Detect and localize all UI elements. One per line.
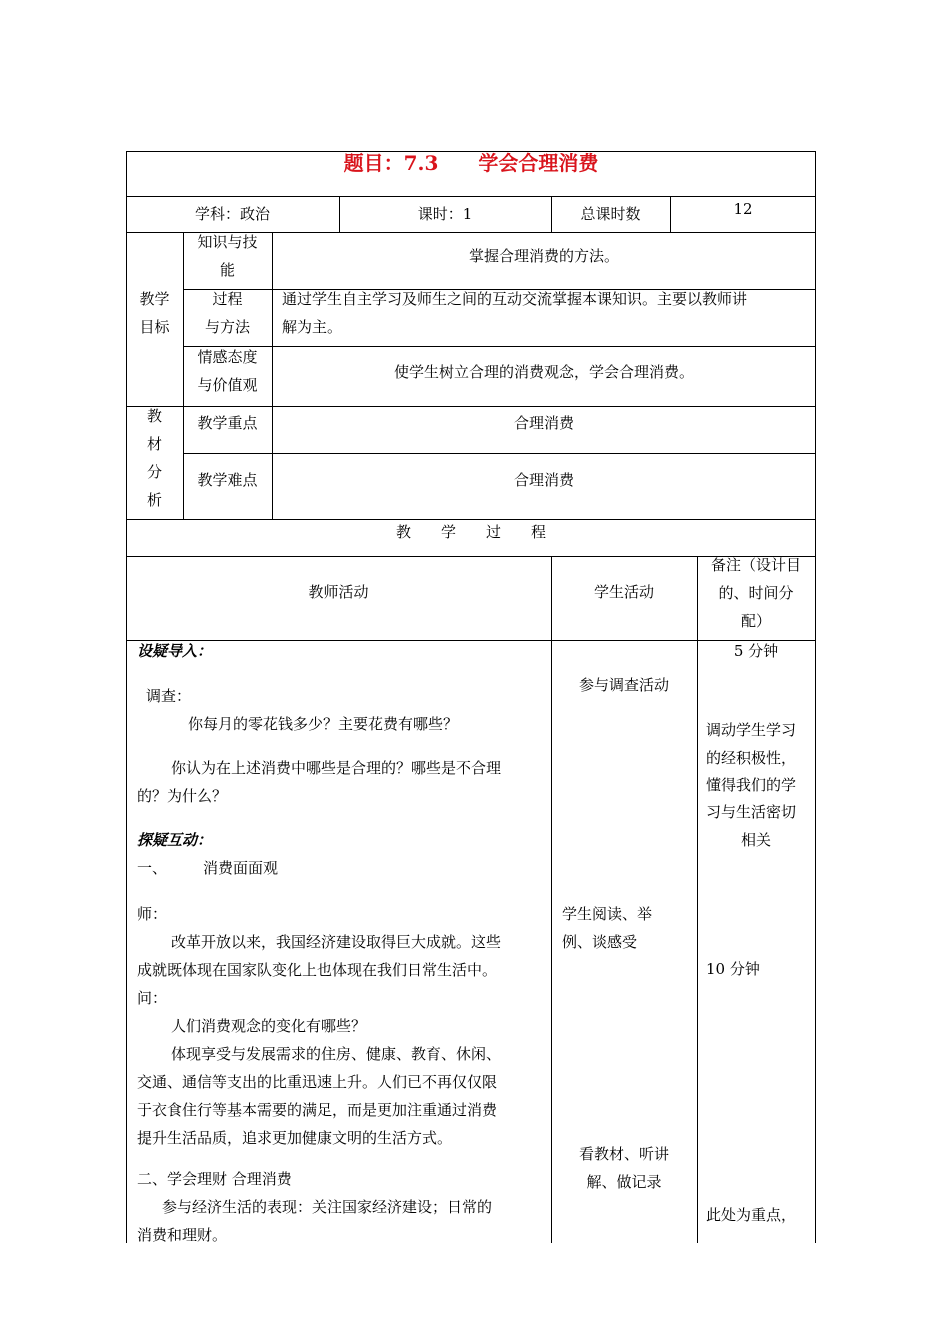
teacher-label: 师： <box>137 905 168 923</box>
section-title: 二、学会理财 合理消费 <box>137 1170 292 1188</box>
question-text: 你每月的零花钱多少？主要花费有哪些？ <box>188 715 459 733</box>
note-text: 习与生活密切 <box>706 803 797 821</box>
question-text: 的？为什么？ <box>137 787 228 805</box>
student-activity: 解、做记录 <box>586 1173 662 1191</box>
process-text: 通过学生自主学习及师生之间的互动交流掌握本课知识。主要以教师讲 <box>282 290 748 308</box>
lesson-cell: 课时：1 <box>417 205 473 223</box>
student-column-header: 学生活动 <box>593 583 654 601</box>
analysis-label: 材 <box>146 435 162 453</box>
emotion-label: 与价值观 <box>197 376 258 394</box>
page-title: 题目：7.3 学会合理消费 <box>343 151 599 175</box>
divider <box>126 406 816 407</box>
goals-label: 目标 <box>139 318 170 336</box>
question-text: 人们消费观念的变化有哪些？ <box>171 1017 367 1035</box>
teacher-column-header: 教师活动 <box>308 583 369 601</box>
total-lessons-value: 12 <box>733 200 753 218</box>
question-text: 你认为在上述消费中哪些是合理的？哪些是不合理 <box>171 759 502 777</box>
note-text: 相关 <box>740 831 771 849</box>
survey-label: 调查： <box>146 687 192 705</box>
notes-column-header: 的、时间分 <box>718 584 794 602</box>
student-activity: 例、谈感受 <box>562 933 638 951</box>
border-right <box>815 151 816 1243</box>
student-activity: 看教材、听讲 <box>578 1145 669 1163</box>
emotion-text: 使学生树立合理的消费观念，学会合理消费。 <box>393 363 694 381</box>
paragraph-line: 交通、通信等支出的比重迅速上升。人们已不再仅仅限 <box>137 1073 498 1091</box>
process-text: 解为主。 <box>282 318 343 336</box>
notes-column-header: 备注（设计目 <box>710 556 801 574</box>
knowledge-text: 掌握合理消费的方法。 <box>468 247 619 265</box>
note-text: 调动学生学习 <box>706 721 797 739</box>
knowledge-label: 知识与技 <box>197 233 258 251</box>
paragraph-line: 体现享受与发展需求的住房、健康、教育、休闲、 <box>171 1045 502 1063</box>
note-text: 此处为重点， <box>706 1206 797 1224</box>
process-label: 与方法 <box>204 318 250 336</box>
emotion-label: 情感态度 <box>197 348 258 366</box>
student-activity: 参与调查活动 <box>578 676 669 694</box>
divider <box>183 453 816 454</box>
analysis-label: 分 <box>146 463 162 481</box>
note-time: 5 分钟 <box>733 642 779 660</box>
key-point-text: 合理消费 <box>513 414 574 432</box>
student-activity: 学生阅读、举 <box>562 905 653 923</box>
paragraph-line: 消费和理财。 <box>137 1226 228 1244</box>
process-label: 过程 <box>212 290 243 308</box>
analysis-label: 析 <box>146 491 162 509</box>
paragraph-line: 于衣食住行等基本需要的满足，而是更加注重通过消费 <box>137 1101 498 1119</box>
intro-heading: 设疑导入： <box>137 642 213 660</box>
section-title: 消费面面观 <box>203 859 279 877</box>
difficult-point-text: 合理消费 <box>513 471 574 489</box>
difficult-point-label: 教学难点 <box>197 471 258 489</box>
ask-label: 问： <box>137 989 168 1007</box>
subject-cell: 学科：政治 <box>194 205 270 223</box>
note-text: 懂得我们的学 <box>706 776 797 794</box>
note-text: 的经积极性， <box>706 749 797 767</box>
process-header: 教 学 过 程 <box>395 523 546 541</box>
paragraph-line: 提升生活品质，追求更加健康文明的生活方式。 <box>137 1129 453 1147</box>
notes-column-header: 配） <box>740 612 771 630</box>
total-lessons-label: 总课时数 <box>580 205 641 223</box>
note-time: 10 分钟 <box>706 960 760 978</box>
divider <box>183 346 816 347</box>
paragraph-line: 改革开放以来，我国经济建设取得巨大成就。这些 <box>171 933 502 951</box>
goals-label: 教学 <box>139 290 170 308</box>
explore-heading: 探疑互动： <box>137 831 213 849</box>
section-number: 一、 <box>137 859 168 877</box>
paragraph-line: 参与经济生活的表现：关注国家经济建设；日常的 <box>162 1198 493 1216</box>
knowledge-label: 能 <box>219 261 235 279</box>
key-point-label: 教学重点 <box>197 414 258 432</box>
analysis-label: 教 <box>146 407 162 425</box>
paragraph-line: 成就既体现在国家队变化上也体现在我们日常生活中。 <box>137 961 498 979</box>
